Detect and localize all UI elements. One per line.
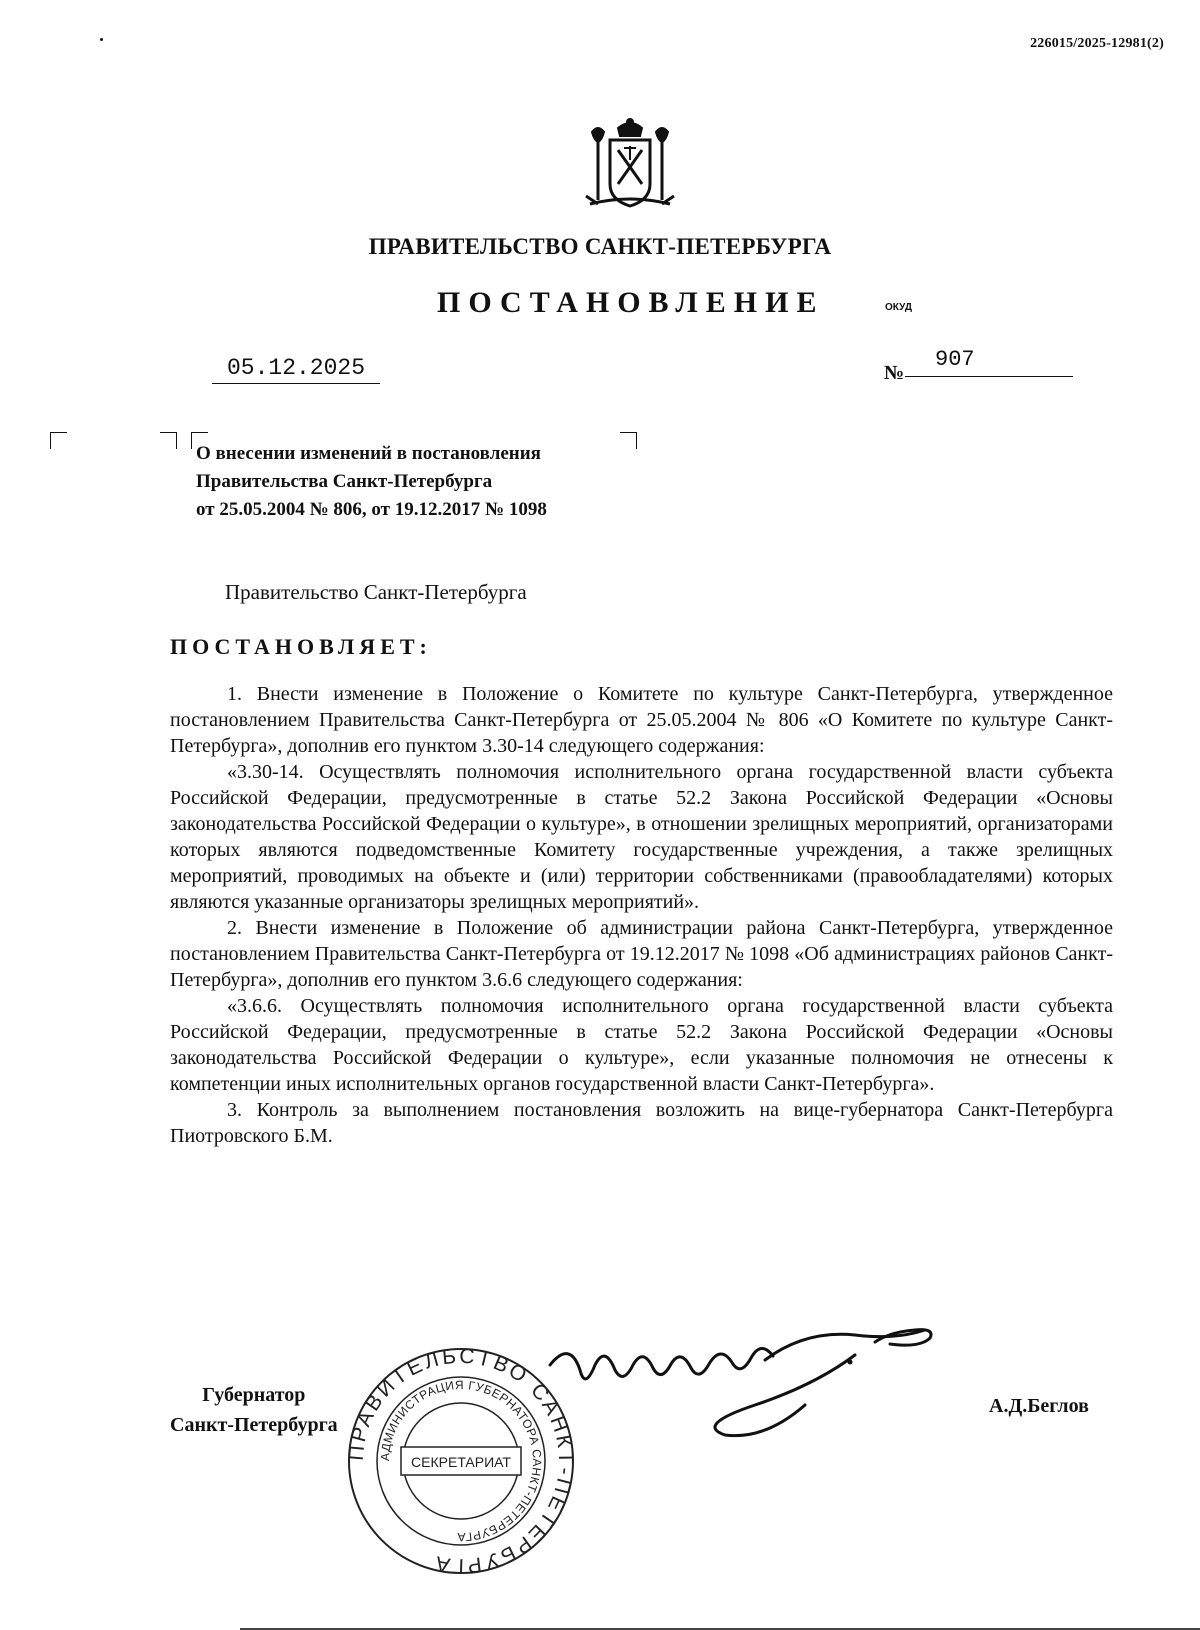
subject-line: от 25.05.2004 № 806, от 19.12.2017 № 1098 — [196, 499, 547, 520]
handwritten-signature — [545, 1320, 965, 1450]
document-date: 05.12.2025 — [212, 355, 380, 384]
okud-label: ОКУД — [885, 302, 912, 313]
corner-bracket — [160, 432, 177, 449]
subject-line: О внесении изменений в постановления — [196, 443, 541, 464]
corner-bracket — [620, 432, 637, 449]
number-label: № — [884, 362, 905, 384]
registration-number: 226015/2025-12981(2) — [1030, 36, 1164, 51]
paragraph-1-quote: «3.30-14. Осуществлять полномочия исполнительного органа государственной власти субъекта Российской Федерации, предусмотренные в статье 52.2 Закона Российской Федерации «Основы законодательства Российской Федерации о культуре», в отношении зрелищных мероприятий, организаторами которых являются подведомственные Комитету государственные учреждения, а также зрелищных мероприятий, проводимых на объекте и (или) территории собственниками (правообладателями) которых являются указанные организаторы зрелищных мероприятий». — [170, 761, 1113, 913]
scan-dot — [100, 38, 103, 41]
official-seal — [345, 1345, 577, 1577]
resolves-heading: ПОСТАНОВЛЯЕТ: — [170, 634, 432, 659]
corner-bracket — [50, 432, 67, 449]
paragraph-2-quote: «3.6.6. Осуществлять полномочия исполнительного органа государственной власти субъекта Российской Федерации, предусмотренные в статье 52.2 Закона Российской Федерации «Основы законодательства Российской Федерации о культуре», если указанные полномочия не отнесены к компетенции иных исполнительных органов государственной власти Санкт-Петербурга». — [170, 995, 1113, 1095]
signatory-title — [170, 1380, 338, 1440]
paragraph-3: 3. Контроль за выполнением постановления возложить на вице-губернатора Санкт-Петербурга Пиотровского Б.М. — [170, 1099, 1113, 1147]
paragraph-1: 1. Внести изменение в Положение о Комитете по культуре Санкт-Петербурга, утвержденное постановлением Правительства Санкт-Петербурга от 25.05.2004 № 806 «О Комитете по культуре Санкт-Петербурга», дополнив его пунктом 3.30-14 следующего содержания: — [170, 683, 1113, 757]
issuer: Правительство Санкт-Петербурга — [225, 580, 527, 604]
signatory-title-line: Санкт-Петербурга — [170, 1414, 338, 1436]
document-subject — [196, 440, 547, 524]
seal-inner-text: АДМИНИСТРАЦИЯ ГУБЕРНАТОРА САНКТ-ПЕТЕРБУРГА — [377, 1377, 545, 1545]
seal-outer-text: ПРАВИТЕЛЬСТВО САНКТ-ПЕТЕРБУРГА — [345, 1345, 577, 1577]
signatory-name: А.Д.Беглов — [989, 1395, 1089, 1417]
paragraph-2: 2. Внести изменение в Положение об администрации района Санкт-Петербурга, утвержденное постановлением Правительства Санкт-Петербурга от 19.12.2017 № 1098 «Об администрациях районов Санкт-Петербурга», дополнив его пунктом 3.6.6 следующего содержания: — [170, 917, 1113, 991]
government-title: ПРАВИТЕЛЬСТВО САНКТ-ПЕТЕРБУРГА — [368, 234, 832, 259]
subject-line: Правительства Санкт-Петербурга — [196, 471, 493, 492]
document-body — [170, 681, 1113, 1149]
signatory-title-line: Губернатор — [202, 1384, 306, 1406]
document-number: 907 — [905, 347, 1073, 377]
seal-center-text: СЕКРЕТАРИАТ — [411, 1454, 511, 1470]
document-type: ПОСТАНОВЛЕНИЕ — [437, 286, 825, 319]
st-petersburg-coat-of-arms-icon — [580, 118, 680, 214]
